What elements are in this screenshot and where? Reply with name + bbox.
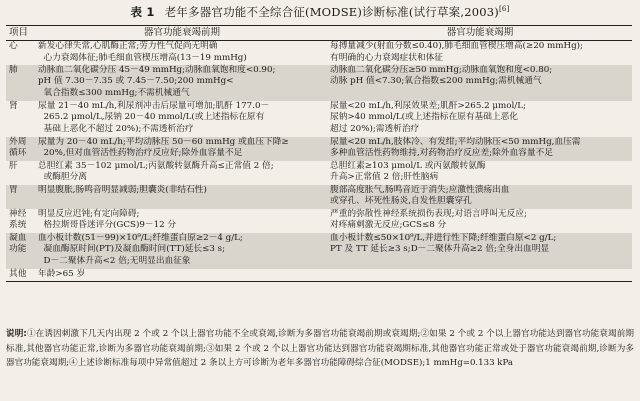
- diagnostic-criteria-table: [6, 25, 632, 282]
- cell-pre-failure: 尿量 21－40 mL/h,利尿剂冲击后尿量可增加;肌酐 177.0－ 265.2 μmol/L,尿钠 20－40 mmol/L(或上述指标在原有 基础上恶化不超过 20%);不需透析治疗: [38, 100, 270, 134]
- cell-failure: 腹部高度胀气,肠鸣音近于消失;应激性溃疡出血 或穿孔、坏死性肠炎,自发性胆囊穿孔: [328, 185, 632, 209]
- table-footnote: [6, 327, 634, 371]
- table-row: [6, 209, 632, 233]
- table-row: [6, 65, 632, 101]
- cell-organ: 其他: [6, 269, 36, 282]
- table-row: [6, 233, 632, 269]
- cell-organ: 凝血 功能: [6, 233, 36, 269]
- cell-failure: 动脉血二氧化碳分压≥50 mmHg;动脉血氧饱和度<0.80; 动脉 pH 值<7.30;氧合指数≤200 mmHg;需机械通气: [328, 65, 632, 101]
- cell-failure: 尿量<20 mL/h,利尿效果差;肌酐>265.2 μmol/L; 尿钠>40 mmol/L(或上述指标在原有基础上恶化 超过 20%);需透析治疗: [330, 100, 526, 134]
- cell-organ: 外周 循环: [6, 137, 36, 161]
- cell-organ: 胃: [6, 185, 36, 209]
- table-row: [6, 269, 632, 282]
- cell-pre-failure: 新发心律失常,心肌酶正常;劳力性气促尚无明确 心力衰竭体征;肺毛细血管楔压增高(13－19 mmHg): [38, 41, 247, 63]
- table-title-text: 老年多器官功能不全综合征(MODSE)诊断标准(试行草案,2003): [164, 5, 499, 19]
- cell-failure: 血小板计数≤50×10⁹/L,并进行性下降;纤维蛋白原<2 g/L; PT 及 TT 延长≥3 s;D－二聚体升高≥2 倍;全身出血明显: [328, 233, 632, 269]
- table-row: [6, 41, 632, 65]
- cell-organ: 肺: [6, 65, 36, 101]
- table-reference: [6]: [498, 5, 510, 14]
- cell-failure: [328, 269, 632, 282]
- header-pre-failure: 器官功能衰竭前期: [36, 26, 328, 41]
- cell-pre-failure: 总胆红素 35－102 μmol/L;丙氨酸转氨酶升高≤正常值 2 倍; 或酶胆分离: [38, 160, 274, 183]
- cell-organ: 肝: [9, 160, 18, 171]
- table-row: [6, 185, 632, 209]
- cell-failure: 总胆红素≥103 μmol/L 或丙氨酸转氨酶 升高>正常值 2 倍;肝性脑病: [330, 160, 486, 183]
- cell-pre-failure: 明显腹胀,肠鸣音明显减弱;胆囊炎(非结石性): [36, 185, 328, 209]
- table-row: [6, 101, 632, 137]
- header-item: 项目: [6, 26, 36, 41]
- cell-pre-failure: 明显反应迟钝;有定向障碍; 格拉斯哥昏迷评分(GCS)9－12 分: [38, 208, 177, 231]
- table-number: 表 1: [130, 5, 155, 19]
- cell-failure: 尿量<20 mL/h,肢体冷、有发绀;平均动脉压<50 mmHg,血压需 多种血管活性药物维持,对药物治疗反应差;除外血容量不足: [328, 137, 632, 161]
- cell-organ: 神经 系统: [9, 208, 27, 231]
- table-row: [6, 161, 632, 185]
- header-failure: 器官功能衰竭期: [328, 26, 632, 41]
- cell-organ: 肾: [9, 100, 18, 111]
- footnote-text: ①在诱因刺激下几天内出现 2 个或 2 个以上器官功能不全或衰竭,诊断为多器官功能衰竭前期或衰竭期;②如果 2 个或 2 个以上器官功能达到器官功能衰竭前期标准,其他器官功能正常,诊断为多器官功能衰竭前期;③如果 2 个或 2 个以上器官功能达到器官功能衰竭期标准,其他器官功能正常或处于器官功能衰竭前期,诊断为多器官功能衰竭期;④上述诊断标准每项中异常值超过 2 条以上方可诊断为老年多器官功能障碍综合征(MODSE);1 mmHg=0.133 kPa: [6, 329, 635, 368]
- table-title: [0, 4, 640, 22]
- footnote-label: 说明:: [6, 329, 27, 339]
- cell-pre-failure: 尿量为 20－40 mL/h;平均动脉压 50－60 mmHg 或血压下降≥ 20%,但对血管活性药物治疗反应好;除外血容量不足: [36, 137, 328, 161]
- cell-organ: 心: [9, 41, 18, 51]
- cell-failure: 严重的弥散性神经系统损伤表现;对语言呼叫无反应; 对疼痛刺激无反应;GCS≤8 分: [330, 208, 527, 231]
- cell-pre-failure: 动脉血二氧化碳分压 45－49 mmHg;动脉血氧饱和度<0.90; pH 值 7.30－7.35 或 7.45－7.50;200 mmHg< 氧合指数≤300 mmHg;不需机械通气: [36, 65, 328, 101]
- cell-failure: 每搏量减少(射血分数≤0.40),肺毛细血管楔压增高(≥20 mmHg); 有明确的心力衰竭症状和体征: [330, 41, 583, 63]
- cell-pre-failure: 血小板计数(51－99)×10⁹/L;纤维蛋白原≥2－4 g/L; 凝血酶原时间(PT)及凝血酶时间(TT)延长≤3 s; D－二聚体升高<2 倍;无明显出血征象: [36, 233, 328, 269]
- table-row: [6, 137, 632, 161]
- table-body: [6, 41, 632, 282]
- cell-pre-failure: 年龄>65 岁: [36, 269, 328, 282]
- table-header-row: [6, 26, 632, 41]
